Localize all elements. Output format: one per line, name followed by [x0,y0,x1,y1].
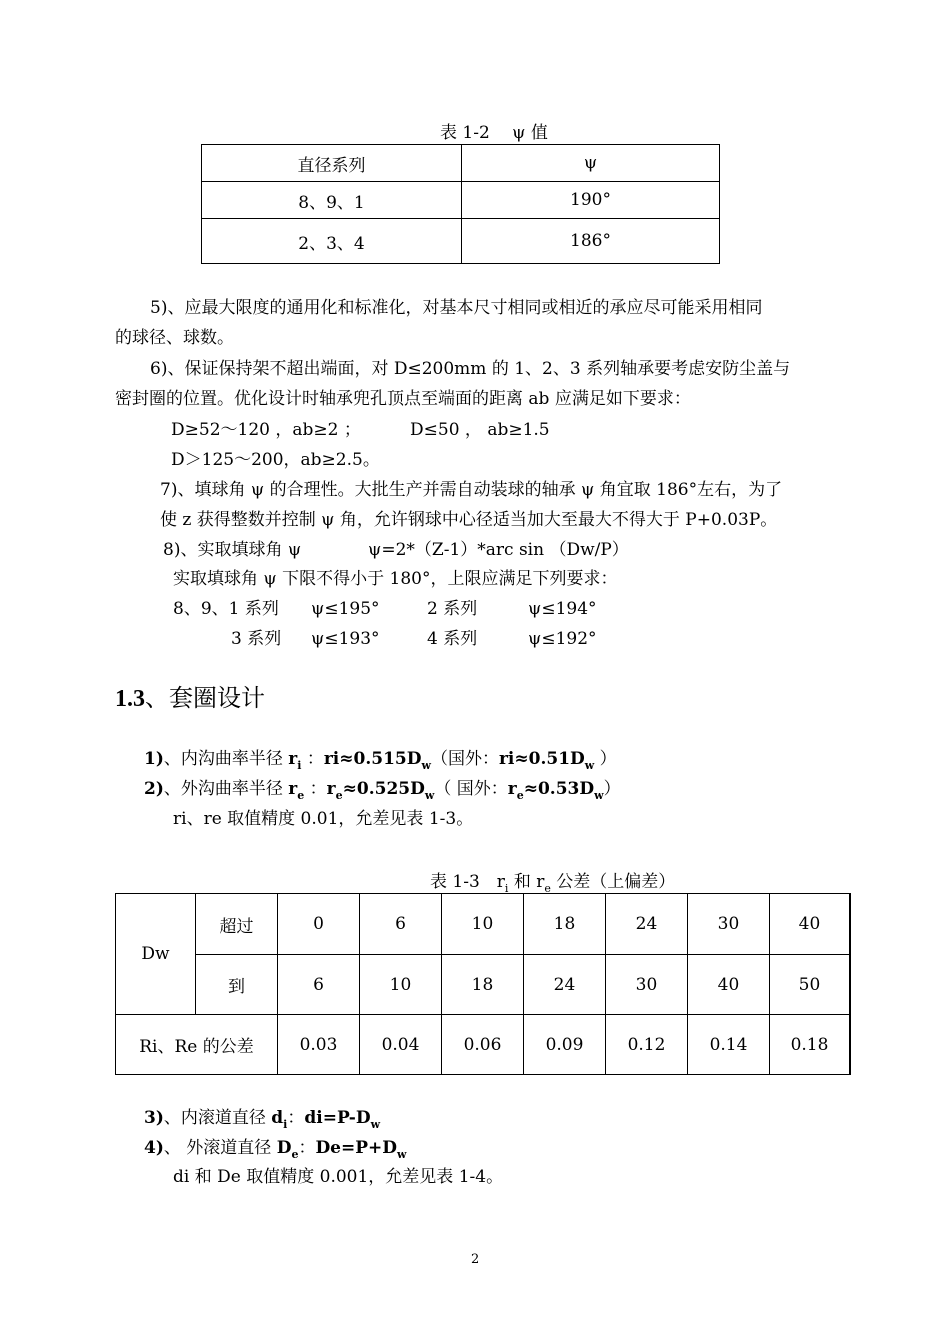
to-value-cell: 10 [360,955,442,1015]
foreign-subscript: w [594,789,604,802]
para8-r2c4: ψ≤192° [528,629,597,649]
item4-line [144,1137,407,1159]
formula: De=P+D [315,1138,398,1158]
section-title: 、套圈设计 [145,686,265,712]
colon: ： [301,749,324,769]
formula-symbol-subscript: e [335,789,343,802]
tolerance-value-cell: 0.09 [524,1015,606,1075]
tolerance-value-cell: 0.06 [442,1015,524,1075]
precision-note-1: ri、re 取值精度 0.01，允差见表 1-3。 [173,809,474,829]
to-value-cell: 40 [688,955,770,1015]
caption-post: 公差（上偏差） [550,872,676,892]
symbol: D [276,1138,292,1158]
para6-cond1a: D≥52～120 ，ab≥2 ； [171,420,361,440]
caption-sub-i: i [504,882,509,895]
item-text: 、内沟曲率半径 [163,749,289,769]
over-value-cell: 30 [688,894,770,955]
item3-line [144,1107,380,1129]
table-header-cell: ψ [462,145,720,182]
formula-subscript: w [424,789,435,802]
item-text: 、内滚道直径 [163,1108,272,1128]
precision-note-2: di 和 De 取值精度 0.001，允差见表 1-4。 [173,1167,504,1187]
item1-line [144,748,617,770]
caption-pre: 表 1-3 r [430,872,505,892]
tolerance-label-cell: Ri、Re 的公差 [116,1015,278,1075]
symbol-subscript: i [283,1118,288,1131]
foreign-symbol: r [507,779,517,799]
tolerance-value-cell: 0.03 [278,1015,360,1075]
over-value-cell: 40 [770,894,851,955]
to-value-cell: 18 [442,955,524,1015]
item-text: 、 外滚道直径 [163,1138,277,1158]
to-value-cell: 50 [770,955,851,1015]
para8-r2c1: 3 系列 [231,629,282,649]
formula: ≈0.525D [342,779,425,799]
over-value-cell: 24 [606,894,688,955]
close: ） [603,779,621,799]
table-cell: 8、9、1 [202,182,462,219]
para6-cond1b: D≤50 ， ab≥1.5 [410,420,550,440]
tolerance-value-cell: 0.14 [688,1015,770,1075]
para6-line1: 6)、保证保持架不超出端面，对 D≤200mm 的 1、2、3 系列轴承要考虑安防尘盖与 [150,359,791,379]
caption-mid: 和 r [508,872,545,892]
foreign-formula: ≈0.53D [523,779,595,799]
symbol-subscript: e [297,789,305,802]
to-label-cell: 到 [196,955,278,1015]
table-1-2 [201,144,720,264]
formula-subscript: w [397,1148,407,1161]
symbol: d [271,1108,284,1128]
para5-line2: 的球径、球数。 [115,328,234,348]
over-value-cell: 10 [442,894,524,955]
tolerance-value-cell: 0.04 [360,1015,442,1075]
colon: ： [304,779,327,799]
to-value-cell: 30 [606,955,688,1015]
foreign-open: （ 国外： [434,779,508,799]
foreign-symbol-subscript: e [516,789,524,802]
para7-line2: 使 z 获得整数并控制 ψ 角，允许钢球中心径适当加大至最大不得大于 P+0.03P。 [160,510,778,530]
para7-line1: 7)、填球角 ψ 的合理性。大批生产并需自动装球的轴承 ψ 角宜取 186°左右，为了 [160,480,783,500]
para8-r2c3: 4 系列 [427,629,478,649]
para8-r1c2: ψ≤195° [311,599,380,619]
item-number: 1) [144,749,164,769]
over-value-cell: 0 [278,894,360,955]
symbol-subscript: e [291,1148,299,1161]
table-1-3-caption [430,867,676,895]
formula: di=P-D [304,1108,371,1128]
formula-symbol: r [326,779,336,799]
colon: ： [287,1108,305,1128]
over-value-cell: 18 [524,894,606,955]
section-number: 1.3 [115,686,145,712]
table-header-cell: 直径系列 [202,145,462,182]
item-number: 3) [144,1108,164,1128]
colon: ： [298,1138,316,1158]
para8-line2: 实取填球角 ψ 下限不得小于 180°，上限应满足下列要求： [173,569,618,589]
symbol: r [288,779,298,799]
dw-label-cell: Dw [116,894,196,1015]
para8-r1c1: 8、9、1 系列 [173,599,279,619]
para8-line1a: 8)、实取填球角 ψ [163,540,302,560]
close: ） [594,749,617,769]
over-value-cell: 6 [360,894,442,955]
over-label-cell: 超过 [196,894,278,955]
foreign-formula: ri≈0.51D [498,749,585,769]
para6-cond2: D＞125～200，ab≥2.5。 [171,450,380,470]
para8-r1c3: 2 系列 [427,599,478,619]
tolerance-value-cell: 0.12 [606,1015,688,1075]
table-cell: 2、3、4 [202,219,462,264]
para8-line1b: ψ=2*（Z-1）*arc sin （Dw/P） [368,540,629,560]
item2-line [144,778,621,800]
page-number: 2 [471,1252,480,1267]
item-text: 、外沟曲率半径 [163,779,289,799]
symbol-subscript: i [297,759,302,772]
para5-line1: 5)、应最大限度的通用化和标准化，对基本尺寸相同或相近的承应尽可能采用相同 [150,298,763,318]
symbol: r [288,749,298,769]
para8-r2c2: ψ≤193° [311,629,380,649]
section-heading [115,678,265,713]
para8-r1c4: ψ≤194° [528,599,597,619]
formula-subscript: w [370,1118,381,1131]
formula-subscript: w [421,759,431,772]
table-1-3 [115,893,851,1075]
table-cell: 186° [462,219,720,264]
table-1-2-caption: 表 1-2 ψ 值 [440,123,548,143]
item-number: 2) [144,779,164,799]
item-number: 4) [144,1138,164,1158]
table-cell: 190° [462,182,720,219]
to-value-cell: 6 [278,955,360,1015]
foreign-subscript: w [584,759,595,772]
para6-line2: 密封圈的位置。优化设计时轴承兜孔顶点至端面的距离 ab 应满足如下要求： [115,389,691,409]
caption-sub-e: e [544,882,551,895]
foreign-open: （国外： [430,749,499,769]
tolerance-value-cell: 0.18 [770,1015,851,1075]
to-value-cell: 24 [524,955,606,1015]
formula: ri≈0.515D [323,749,422,769]
